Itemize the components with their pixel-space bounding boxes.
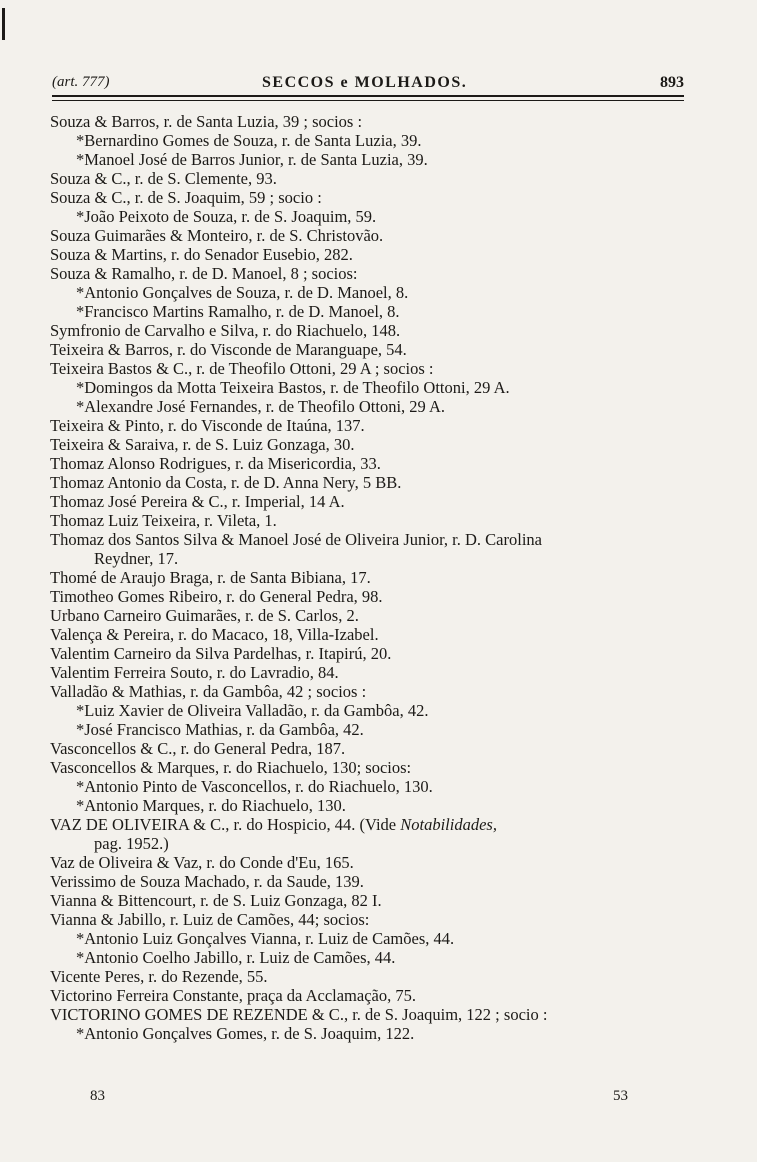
entry-text: Thomaz Luiz Teixeira, r. Vileta, 1. [50, 511, 277, 530]
directory-entry [50, 454, 686, 473]
directory-list [50, 112, 686, 1043]
partner-entry [50, 948, 686, 967]
page-header [52, 74, 684, 96]
directory-entry [50, 245, 686, 264]
partner-entry [50, 777, 686, 796]
directory-entry [50, 188, 686, 207]
entry-text: *Francisco Martins Ramalho, r. de D. Manoel, 8. [76, 302, 400, 321]
entry-text: Vasconcellos & Marques, r. do Riachuelo, 130; socios: [50, 758, 412, 777]
entry-text: Teixeira & Saraiva, r. de S. Luiz Gonzaga, 30. [50, 435, 355, 454]
entry-text: Souza & C., r. de S. Clemente, 93. [50, 169, 277, 188]
partner-entry [50, 1024, 686, 1043]
entry-text: Teixeira & Pinto, r. do Visconde de Itaúna, 137. [50, 416, 365, 435]
entry-text: Valença & Pereira, r. do Macaco, 18, Villa-Izabel. [50, 625, 379, 644]
entry-text: Thomaz Alonso Rodrigues, r. da Misericordia, 33. [50, 454, 381, 473]
entry-continuation [50, 549, 686, 568]
partner-entry [50, 302, 686, 321]
entry-text: VAZ DE OLIVEIRA & C., r. do Hospicio, 44. (Vide [50, 815, 401, 834]
entry-text: Vianna & Jabillo, r. Luiz de Camões, 44; socios: [50, 910, 370, 929]
entry-text: Thomaz dos Santos Silva & Manoel José de Oliveira Junior, r. D. Carolina [50, 530, 542, 549]
directory-entry [50, 492, 686, 511]
entry-text: Vicente Peres, r. do Rezende, 55. [50, 967, 268, 986]
entry-text: pag. 1952.) [94, 834, 169, 853]
margin-mark [2, 8, 5, 40]
directory-entry [50, 340, 686, 359]
entry-text: Symfronio de Carvalho e Silva, r. do Riachuelo, 148. [50, 321, 401, 340]
partner-entry [50, 929, 686, 948]
entry-text: *Antonio Luiz Gonçalves Vianna, r. Luiz de Camões, 44. [76, 929, 455, 948]
directory-entry [50, 663, 686, 682]
entry-emphasis: Notabilidades, [400, 815, 497, 834]
entry-text: *Alexandre José Fernandes, r. de Theofilo Ottoni, 29 A. [76, 397, 446, 416]
entry-text: Thomaz José Pereira & C., r. Imperial, 14 A. [50, 492, 345, 511]
entry-text: *Bernardino Gomes de Souza, r. de Santa Luzia, 39. [76, 131, 422, 150]
entry-text: Urbano Carneiro Guimarães, r. de S. Carlos, 2. [50, 606, 359, 625]
entry-text: Souza & Martins, r. do Senador Eusebio, 282. [50, 245, 353, 264]
header-rule [52, 95, 684, 101]
directory-entry [50, 891, 686, 910]
entry-text: Thomé de Araujo Braga, r. de Santa Bibiana, 17. [50, 568, 371, 587]
directory-entry [50, 986, 686, 1005]
entry-text: Timotheo Gomes Ribeiro, r. do General Pedra, 98. [50, 587, 383, 606]
partner-entry [50, 796, 686, 815]
page-footer [90, 1088, 628, 1110]
partner-entry [50, 131, 686, 150]
page-number: 893 [660, 74, 684, 91]
directory-entry [50, 606, 686, 625]
directory-entry [50, 416, 686, 435]
footer-signature-right: 53 [613, 1088, 628, 1104]
entry-text: Victorino Ferreira Constante, praça da Acclamação, 75. [50, 986, 416, 1005]
directory-entry [50, 568, 686, 587]
entry-text: *Domingos da Motta Teixeira Bastos, r. de Theofilo Ottoni, 29 A. [76, 378, 510, 397]
partner-entry [50, 397, 686, 416]
entry-text: *João Peixoto de Souza, r. de S. Joaquim, 59. [76, 207, 377, 226]
entry-text: Souza Guimarães & Monteiro, r. de S. Christovão. [50, 226, 384, 245]
section-title: SECCOS e MOLHADOS. [262, 74, 468, 91]
entry-text: Souza & Ramalho, r. de D. Manoel, 8 ; socios: [50, 264, 358, 283]
directory-entry [50, 226, 686, 245]
entry-text: Vasconcellos & C., r. do General Pedra, 187. [50, 739, 346, 758]
entry-text: Teixeira & Barros, r. do Visconde de Maranguape, 54. [50, 340, 407, 359]
partner-entry [50, 701, 686, 720]
entry-text: Valentim Carneiro da Silva Pardelhas, r. Itapirú, 20. [50, 644, 392, 663]
partner-entry [50, 207, 686, 226]
entry-text: Teixeira Bastos & C., r. de Theofilo Ottoni, 29 A ; socios : [50, 359, 434, 378]
entry-text: Thomaz Antonio da Costa, r. de D. Anna Nery, 5 BB. [50, 473, 402, 492]
entry-text: *Antonio Gonçalves de Souza, r. de D. Manoel, 8. [76, 283, 409, 302]
directory-entry [50, 625, 686, 644]
directory-entry [50, 112, 686, 131]
entry-text: *José Francisco Mathias, r. da Gambôa, 42. [76, 720, 364, 739]
footer-signature-left: 83 [90, 1088, 105, 1104]
entry-text: Souza & Barros, r. de Santa Luzia, 39 ; socios : [50, 112, 363, 131]
entry-text: Souza & C., r. de S. Joaquim, 59 ; socio : [50, 188, 322, 207]
directory-entry [50, 530, 686, 549]
directory-entry [50, 758, 686, 777]
directory-entry [50, 910, 686, 929]
entry-text: Vianna & Bittencourt, r. de S. Luiz Gonzaga, 82 I. [50, 891, 382, 910]
partner-entry [50, 720, 686, 739]
entry-text: Reydner, 17. [94, 549, 179, 568]
directory-entry [50, 435, 686, 454]
directory-entry [50, 815, 686, 834]
directory-entry [50, 169, 686, 188]
entry-text: *Antonio Marques, r. do Riachuelo, 130. [76, 796, 346, 815]
entry-text: *Manoel José de Barros Junior, r. de Santa Luzia, 39. [76, 150, 428, 169]
entry-text: *Antonio Pinto de Vasconcellos, r. do Riachuelo, 130. [76, 777, 433, 796]
directory-entry [50, 321, 686, 340]
entry-continuation [50, 834, 686, 853]
partner-entry [50, 283, 686, 302]
partner-entry [50, 150, 686, 169]
directory-entry [50, 473, 686, 492]
directory-entry [50, 359, 686, 378]
directory-entry [50, 967, 686, 986]
entry-text: Verissimo de Souza Machado, r. da Saude, 139. [50, 872, 364, 891]
entry-text: *Luiz Xavier de Oliveira Valladão, r. da Gambôa, 42. [76, 701, 429, 720]
directory-entry [50, 682, 686, 701]
partner-entry [50, 378, 686, 397]
entry-text: Vaz de Oliveira & Vaz, r. do Conde d'Eu, 165. [50, 853, 354, 872]
entry-text: VICTORINO GOMES DE REZENDE & C., r. de S. Joaquim, 122 ; socio : [50, 1005, 548, 1024]
directory-entry [50, 264, 686, 283]
directory-entry [50, 853, 686, 872]
entry-text: Valentim Ferreira Souto, r. do Lavradio, 84. [50, 663, 339, 682]
entry-text: *Antonio Gonçalves Gomes, r. de S. Joaquim, 122. [76, 1024, 415, 1043]
directory-entry [50, 644, 686, 663]
entry-text: Valladão & Mathias, r. da Gambôa, 42 ; socios : [50, 682, 367, 701]
directory-entry [50, 872, 686, 891]
directory-entry [50, 587, 686, 606]
directory-entry [50, 1005, 686, 1024]
entry-text: *Antonio Coelho Jabillo, r. Luiz de Camões, 44. [76, 948, 396, 967]
directory-entry [50, 739, 686, 758]
directory-entry [50, 511, 686, 530]
article-reference: (art. 777) [52, 74, 110, 90]
